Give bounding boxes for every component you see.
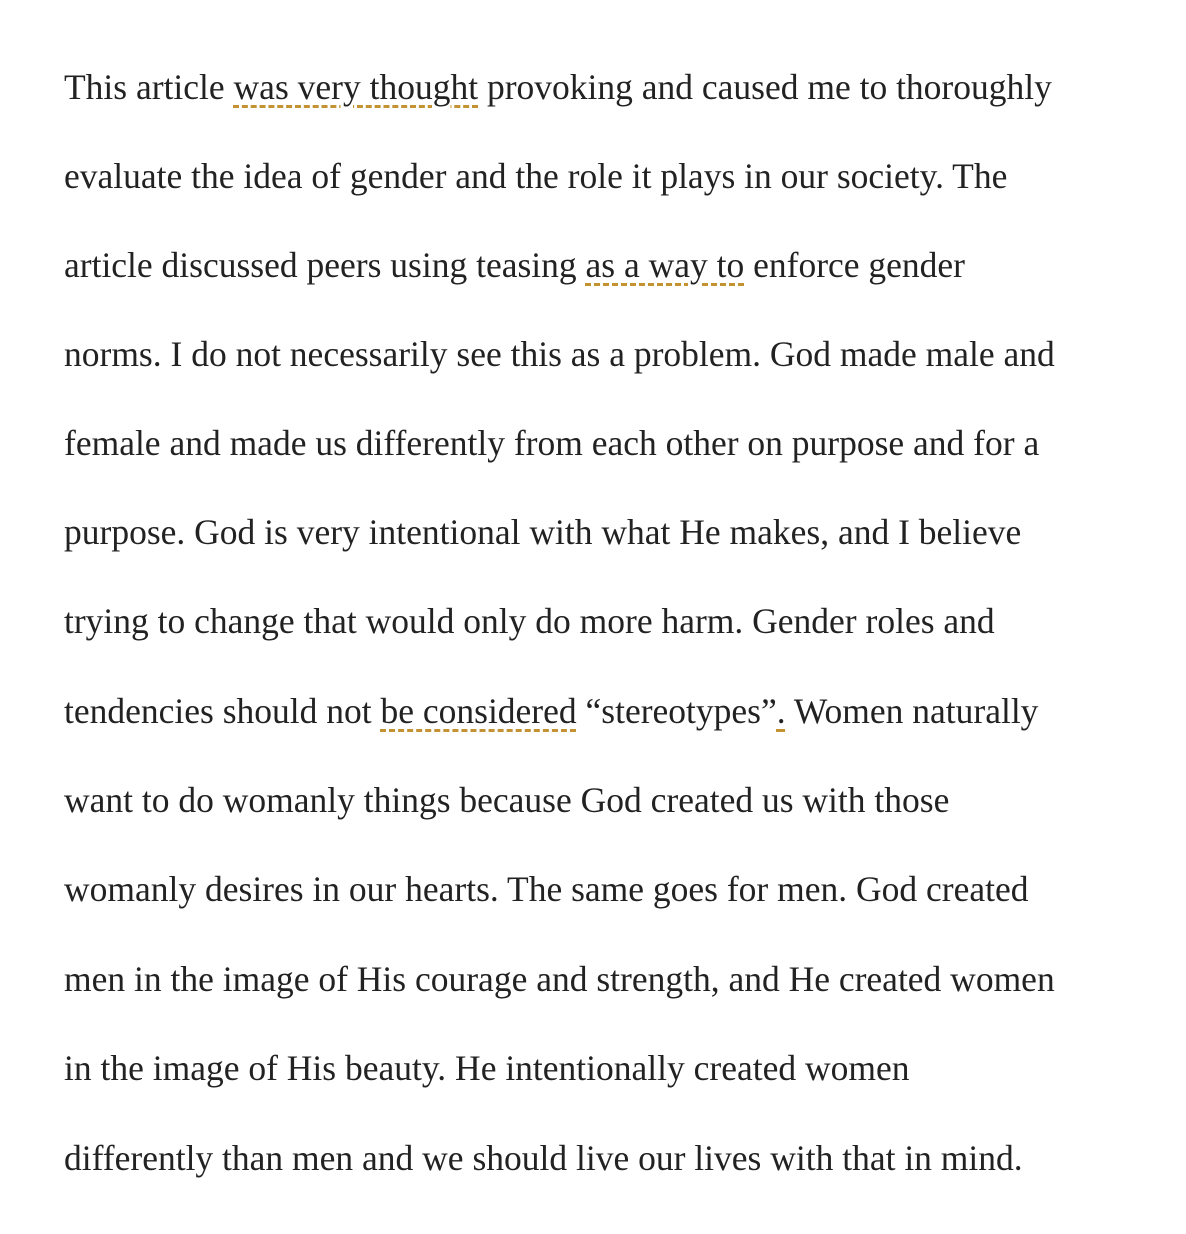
text-segment: female and made us differently from each other on purpose and for a (64, 423, 1040, 463)
text-line-11 (64, 949, 1154, 1009)
text-line-10 (64, 859, 1154, 919)
text-segment: purpose. God is very intentional with what He makes, and I believe (64, 512, 1022, 552)
text-segment: article discussed peers using teasing (64, 245, 586, 285)
text-line-8 (64, 681, 1154, 741)
text-segment: want to do womanly things because God created us with those (64, 780, 950, 820)
grammar-suggestion-underline[interactable]: as a way to (585, 245, 745, 285)
text-line-13 (64, 1128, 1154, 1188)
text-line-12 (64, 1038, 1154, 1098)
text-segment: This article (64, 67, 234, 107)
text-line-4 (64, 324, 1154, 384)
grammar-suggestion-underline[interactable]: be considered (380, 691, 577, 731)
text-segment: womanly desires in our hearts. The same goes for men. God created (64, 869, 1029, 909)
text-segment: tendencies should not (64, 691, 381, 731)
text-line-7 (64, 591, 1154, 651)
text-segment: differently than men and we should live our lives with that in mind. (64, 1138, 1023, 1178)
text-segment: “stereotypes” (576, 691, 777, 731)
grammar-suggestion-underline[interactable]: was very thought (233, 67, 479, 107)
text-segment: norms. I do not necessarily see this as a problem. God made male and (64, 334, 1055, 374)
text-line-3 (64, 235, 1154, 295)
text-segment: in the image of His beauty. He intentionally created women (64, 1048, 910, 1088)
text-segment: trying to change that would only do more harm. Gender roles and (64, 601, 995, 641)
text-segment: Women naturally (785, 691, 1039, 731)
text-segment: evaluate the idea of gender and the role it plays in our society. The (64, 156, 1008, 196)
text-segment: men in the image of His courage and strength, and He created women (64, 959, 1055, 999)
text-segment: provoking and caused me to thoroughly (478, 67, 1052, 107)
text-line-9 (64, 770, 1154, 830)
text-segment: enforce gender (744, 245, 965, 285)
text-line-6 (64, 502, 1154, 562)
text-line-1 (64, 57, 1154, 117)
text-line-5 (64, 413, 1154, 473)
punctuation-suggestion-underline[interactable]: . (776, 691, 786, 731)
text-line-2 (64, 146, 1154, 206)
